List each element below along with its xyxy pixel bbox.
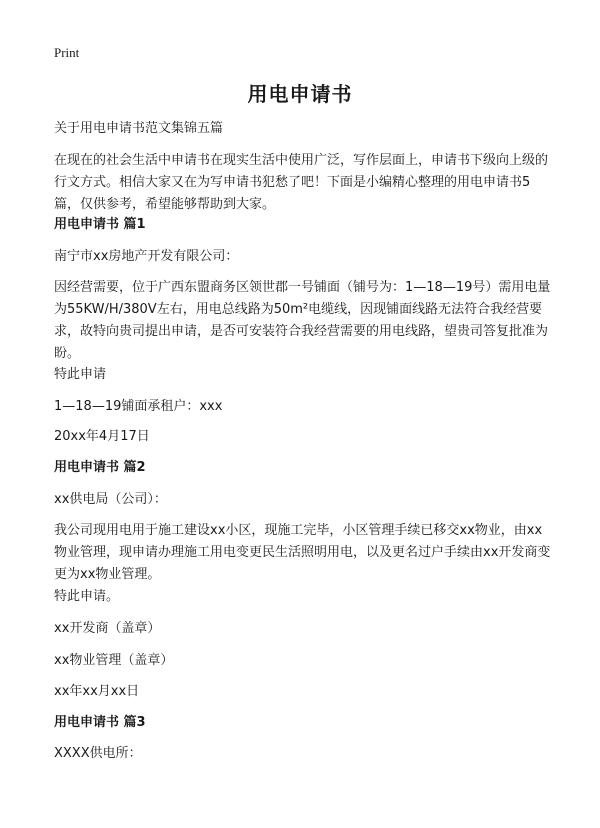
section-1-closing: 特此申请 xyxy=(54,367,107,382)
section-1-heading: 用电申请书 篇1 xyxy=(54,217,146,232)
section-1-body: 因经营需要，位于广西东盟商务区领世郡一号铺面（铺号为：1—18—19号）需用电量为55KW/H/380V左右，用电总线路为50m²电缆线，因现铺面线路无法符合我经营要求，故特向贵司提出申请，是否可安装符合我经营需要的用电线路，望贵司答复批准为盼。 xyxy=(54,280,551,361)
section-2-date: xx年xx月xx日 xyxy=(54,684,140,699)
section-1-addressee: 南宁市xx房地产开发有限公司： xyxy=(54,249,239,264)
section-2-signer-property: xx物业管理（盖章） xyxy=(54,653,174,668)
intro-paragraph: 在现在的社会生活中申请书在现实生活中使用广泛，写作层面上，申请书下级向上级的行文方式。相信大家又在为写申请书犯愁了吧！下面是小编精心整理的用电申请书5篇，仅供参考，希望能够帮助到大家。 xyxy=(54,153,549,212)
section-3-heading: 用电申请书 篇3 xyxy=(54,715,146,730)
subtitle: 关于用电申请书范文集锦五篇 xyxy=(54,121,224,136)
print-label: Print xyxy=(54,45,80,60)
page-title: 用电申请书 xyxy=(247,82,353,106)
section-2-heading: 用电申请书 篇2 xyxy=(54,460,146,475)
section-1-date: 20xx年4月17日 xyxy=(54,429,150,444)
section-2-signer-developer: xx开发商（盖章） xyxy=(54,621,161,636)
section-2-closing: 特此申请。 xyxy=(54,589,120,604)
section-2-addressee: xx供电局（公司）： xyxy=(54,492,167,507)
section-3-addressee: XXXX供电所： xyxy=(54,746,142,761)
section-2-body: 我公司现用电用于施工建设xx小区，现施工完毕，小区管理手续已移交xx物业，由xx物业管理，现申请办理施工用电变更民生活照明用电，以及更名过户手续由xx开发商变更为xx物业管理。 xyxy=(54,523,551,582)
section-1-signer: 1—18—19铺面承租户：xxx xyxy=(54,399,223,414)
